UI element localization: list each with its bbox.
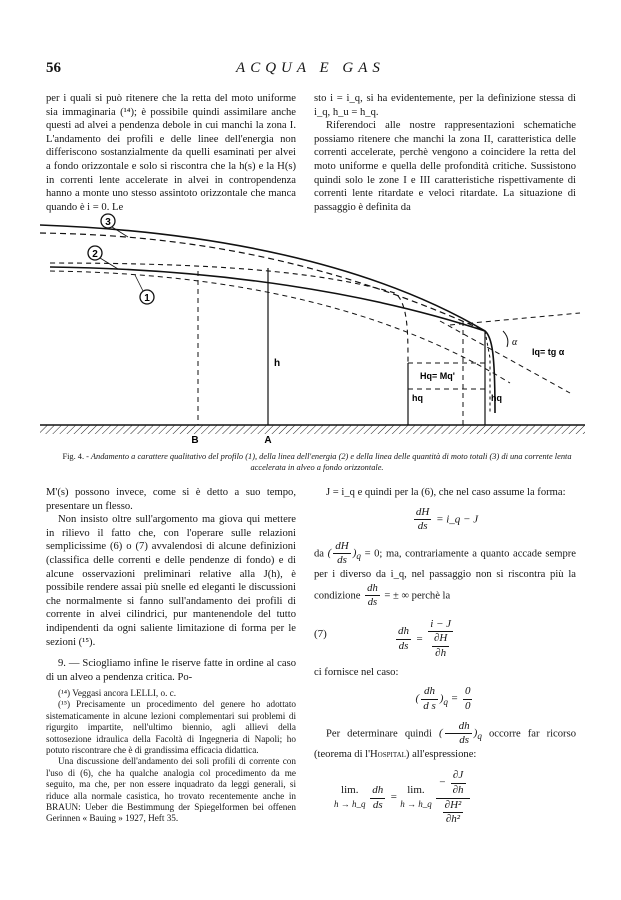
- left-column-middle: [46, 486, 296, 684]
- equation-6: $\frac{dH}{ds}$ = i_q − J: [415, 505, 479, 533]
- label-alpha: α: [512, 337, 518, 348]
- footnotes: [46, 688, 296, 825]
- curve-2-energy: [40, 225, 485, 331]
- angle-arc: [503, 331, 508, 347]
- equation-8: ( $\frac{dh}{\text{d s}}$ )$_q$ = $\frac{0}{0}$: [415, 685, 471, 712]
- curve-label-3: 3: [105, 217, 111, 228]
- label-Hq: Hq= Mq': [420, 371, 455, 381]
- page-number: 56: [46, 60, 61, 76]
- label-a: A: [264, 435, 272, 445]
- curve-label-2: 2: [92, 249, 98, 260]
- caption-text: Andamento a carattere qualitativo del profilo (1), della linea dell'energia (2) e della linea delle quantità di moto totali (3) di una corrente lenta accelerata in alveo a fondo orizzontale.: [90, 452, 572, 472]
- right-column-middle: [314, 486, 576, 827]
- footnote-15: (¹⁵) Precisamente un procedimento del genere ho adottato sistematicamente in alcune lezioni complementari sui problemi di rigurgito impartite, nell'ultimo biennio, agli allievi della sottosezione idraulica della Facoltà di Ingegneria di Napoli; ho potuto riscontrare che è di grandissima efficacia didattica.: [46, 699, 296, 756]
- bed-hatching: [40, 425, 585, 434]
- fraction: $\frac{i - J}{\frac{\partial H}{\partial h}}$: [428, 618, 453, 661]
- label-hq-right: hq: [491, 393, 502, 403]
- left-column-top: [46, 92, 296, 214]
- fraction: $\frac{dh}{ds}$: [367, 582, 378, 609]
- label-hq-left: hq: [412, 393, 423, 403]
- leader: [112, 227, 128, 237]
- equation-lhospital: lim. h → h_q $\frac{dh}{ds}$ = lim. h → h_q − $\frac{\partial J}{\partial h}$ $\frac{\text{∂H²}}{\text{∂h²}}$: [314, 769, 576, 826]
- label-h: h: [274, 358, 281, 369]
- fraction: $\frac{dH}{ds}$: [415, 505, 430, 533]
- footnote-14: (¹⁴) Veggasi ancora LELLI, o. c.: [58, 688, 177, 698]
- paragraph: Non insisto oltre sull'argomento ma giova qui mettere in rilievo il fatto che, con l'operare sulle relazioni semplicissime (6) o (7) avvalendosi di alcune definizioni (classifica delle correnti e delle pendenze di fondo) e di alcune osservazioni preliminari relative alla J(h), è possibile rendere assai più snelle ed eleganti le discussioni che normalmente si fanno sull'andamento dei profili di corrente in alvei cilindrici, pur mantenendole del tutto indipendenti da ogni saliente limitazione di forma per le sezioni (¹⁵).: [46, 514, 296, 648]
- paragraph: M'(s) possono invece, come si è detto a suo tempo, presentare un flesso.: [46, 487, 296, 512]
- dashed-horizontal-right: [450, 313, 580, 325]
- paragraph: J = i_q e quindi per la (6), che nel caso assume la forma:: [326, 487, 566, 498]
- leader: [135, 275, 143, 291]
- paragraph: da ( $\frac{dH}{ds}$ )$_q = 0$; ma, contrariamente a quanto accade sempre per i diverso da i_q, nel passaggio non si riscontra più la condizione $\frac{dh}{ds}$ = ± ∞ perchè la: [314, 539, 576, 609]
- equation-7: (7) $\frac{dh}{ds}$ = $\frac{i - J}{\frac{\partial H}{\partial h}}$: [314, 618, 576, 658]
- curve-1-profile: [50, 267, 495, 413]
- paragraph: Riferendoci alle nostre rappresentazioni schematiche possiamo ritenere che manchi la zona II, caratteristica delle correnti accelerate, perchè vengono a coincidere la retta del moto uniforme e quella delle profondità critiche. Sussistono quindi solo le zone I e III caratteristiche rispettivamente di correnti lente ritardate e veloci ritardate. La situazione di passaggio è definita da: [314, 120, 576, 213]
- section-paragraph: 9. — Sciogliamo infine le riserve fatte in ordine al caso di un alveo a pendenza critica. Po-: [46, 658, 296, 683]
- fraction: $\frac{dh}{ds}$: [398, 625, 409, 652]
- curve-label-1: 1: [144, 293, 150, 304]
- figure-caption: [60, 451, 574, 473]
- paragraph: sto i = i_q, si ha evidentemente, per la definizione stessa di i_q, h_u = h_q.: [314, 93, 576, 118]
- footnote-15-cont: Una discussione dell'andamento dei soli profili di corrente con l'uso di (6), che ha qualche analogia col procedimento da me seguito, ma che, per non essere inquadrato da leggi generali, si riduce alla normale casistica, ho trovato recentemente anche in BRAUN: Ueber die Bestimmung der Spiegelformen bei offenen Gerinnen « Bauing » 1927, Heft 35.: [46, 756, 296, 824]
- critical-dotted: [485, 331, 490, 413]
- label-iq: Iq= tg α: [532, 347, 565, 357]
- caption-lead: Fig. 4. -: [62, 452, 89, 461]
- right-column-top: [314, 92, 576, 214]
- paragraph: per i quali si può ritenere che la retta del moto uniforme sia immaginaria (¹⁴); è possibile quindi assimilare anche questi ad alvei a pendenza debole in cui manchi la zona I. L'andamento dei profili e delle linee dell'energia non differiscono sostanzialmente da quelli esaminati per alvei a fondo orizzontale e solo si riscontra che la h(s) e la H(s) in correnti lente accelerate in alvei in contropendenza hanno a monte uno stesso assintoto orizzontale che manca quando è i = 0. Le: [46, 93, 296, 213]
- running-head: ACQUA E GAS: [236, 60, 385, 76]
- label-b: B: [191, 435, 199, 445]
- fraction: $\frac{dH}{ds}$: [335, 539, 349, 567]
- tangent-line: [440, 321, 570, 393]
- paragraph: ci fornisce nel caso:: [314, 666, 399, 678]
- figure-4: [40, 213, 585, 445]
- paragraph: Per determinare quindi ( $\frac{dh}{ds}$ )$_q$ occorre far ricorso (teorema di l'Hospital) all'espressione:: [314, 719, 576, 760]
